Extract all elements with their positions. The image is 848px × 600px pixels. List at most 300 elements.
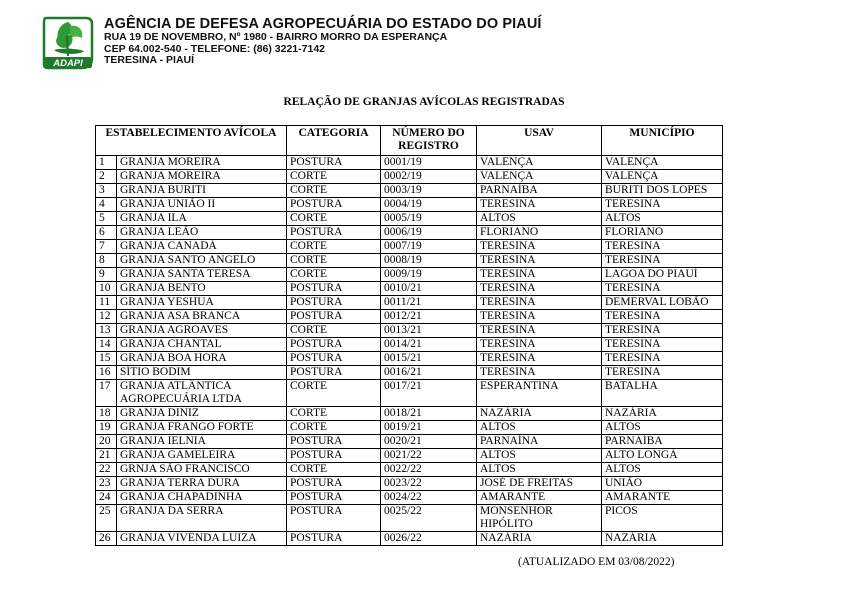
row-number-text: 24 [99, 491, 111, 503]
cell-registry [381, 366, 477, 380]
row-number [96, 170, 117, 184]
agency-info [104, 17, 542, 67]
letterhead [40, 14, 740, 76]
cell-establishment-text: GRANJA BENTO [120, 282, 206, 294]
cell-registry [381, 268, 477, 282]
cell-registry [381, 421, 477, 435]
cell-establishment [117, 170, 287, 184]
cell-category-text: CORTE [290, 268, 328, 280]
cell-establishment-text-line2: AGROPECUÁRIA LTDA [120, 393, 242, 405]
cell-category-text: POSTURA [290, 226, 343, 238]
table-row [96, 184, 723, 198]
cell-registry-text: 0024/22 [384, 491, 422, 503]
cell-establishment-text: GRANJA ILA [120, 212, 187, 224]
cell-municipality-text: TERESINA [605, 338, 661, 350]
cell-registry-text: 0022/22 [384, 463, 422, 475]
cell-registry [381, 156, 477, 170]
cell-category [287, 296, 381, 310]
header-registry [381, 126, 477, 156]
table-row [96, 254, 723, 268]
table-row [96, 505, 723, 532]
cell-municipality [602, 505, 723, 532]
cell-registry-text: 0009/19 [384, 268, 422, 280]
cell-category-text: POSTURA [290, 352, 343, 364]
cell-establishment [117, 463, 287, 477]
cell-municipality-text: BURITI DOS LOPES [605, 184, 708, 196]
cell-category [287, 184, 381, 198]
cell-municipality-text: TERESINA [605, 198, 661, 210]
cell-establishment-text: GRANJA SANTO ANGELO [120, 254, 256, 266]
cell-municipality [602, 282, 723, 296]
cell-municipality-text: PICOS [605, 505, 638, 517]
row-number [96, 463, 117, 477]
row-number [96, 491, 117, 505]
cell-category [287, 338, 381, 352]
table-row [96, 310, 723, 324]
cell-establishment-text: GRANJA CHAPADINHA [120, 491, 243, 503]
cell-category [287, 240, 381, 254]
cell-registry-text: 0025/22 [384, 505, 422, 517]
cell-usav-text: TERESINA [480, 198, 536, 210]
cell-municipality [602, 240, 723, 254]
cell-category-text: POSTURA [290, 198, 343, 210]
row-number-text: 5 [99, 212, 105, 224]
table-row [96, 226, 723, 240]
cell-registry-text: 0003/19 [384, 184, 422, 196]
table-body [96, 156, 723, 546]
cell-establishment-text: GRANJA IELNIA [120, 435, 206, 447]
cell-category [287, 268, 381, 282]
cell-municipality [602, 268, 723, 282]
cell-usav [477, 421, 602, 435]
cell-municipality-text: TERESINA [605, 310, 661, 322]
cell-registry-text: 0026/22 [384, 532, 422, 544]
cell-municipality [602, 532, 723, 546]
row-number [96, 282, 117, 296]
cell-category-text: CORTE [290, 170, 328, 182]
cell-usav-text: VALENÇA [480, 170, 534, 182]
cell-municipality-text: DEMERVAL LOBÃO [605, 296, 709, 308]
cell-establishment-text: SÍTIO BODIM [120, 366, 191, 378]
cell-category-text: POSTURA [290, 477, 343, 489]
cell-category-text: CORTE [290, 407, 328, 419]
cell-municipality [602, 296, 723, 310]
cell-registry [381, 226, 477, 240]
row-number [96, 198, 117, 212]
cell-establishment [117, 449, 287, 463]
row-number [96, 324, 117, 338]
cell-usav-text: TERESINA [480, 296, 536, 308]
cell-registry-text: 0018/21 [384, 407, 422, 419]
cell-usav [477, 268, 602, 282]
row-number [96, 310, 117, 324]
cell-usav [477, 282, 602, 296]
cell-usav [477, 254, 602, 268]
row-number-text: 14 [99, 338, 111, 350]
cell-usav [477, 156, 602, 170]
row-number-text: 3 [99, 184, 105, 196]
cell-municipality [602, 435, 723, 449]
cell-registry [381, 240, 477, 254]
cell-establishment-text: GRANJA GAMELEIRA [120, 449, 236, 461]
cell-municipality-text: BATALHA [605, 380, 658, 392]
cell-municipality [602, 254, 723, 268]
table-row [96, 240, 723, 254]
cell-establishment-text: GRANJA DA SERRA [120, 505, 224, 517]
cell-usav-text: AMARANTE [480, 491, 546, 503]
row-number [96, 240, 117, 254]
cell-establishment-text: GRANJA ATLÂNTICA [120, 380, 232, 392]
cell-establishment [117, 226, 287, 240]
cell-municipality [602, 226, 723, 240]
cell-usav-text-line2: HIPÓLITO [480, 518, 533, 530]
cell-registry [381, 380, 477, 407]
table-row [96, 338, 723, 352]
table-row [96, 477, 723, 491]
cell-registry-text: 0004/19 [384, 198, 422, 210]
cell-municipality-text: ALTOS [605, 421, 641, 433]
cell-category-text: POSTURA [290, 296, 343, 308]
cell-establishment [117, 296, 287, 310]
cell-category [287, 310, 381, 324]
logo-text: ADAPI [53, 58, 83, 69]
cell-establishment-text: GRANJA CANADÁ [120, 240, 217, 252]
cell-establishment [117, 338, 287, 352]
row-number [96, 532, 117, 546]
cell-establishment [117, 198, 287, 212]
table-row [96, 212, 723, 226]
cell-municipality [602, 198, 723, 212]
cell-registry-text: 0012/21 [384, 310, 422, 322]
header-registry-line2: REGISTRO [398, 140, 459, 152]
cell-establishment [117, 435, 287, 449]
cell-usav [477, 240, 602, 254]
row-number-text: 26 [99, 532, 111, 544]
cell-registry [381, 310, 477, 324]
cell-municipality [602, 324, 723, 338]
cell-usav [477, 338, 602, 352]
cell-usav [477, 212, 602, 226]
row-number-text: 20 [99, 435, 111, 447]
cell-category [287, 477, 381, 491]
cell-registry [381, 184, 477, 198]
cell-establishment [117, 156, 287, 170]
table-row [96, 170, 723, 184]
cell-category [287, 435, 381, 449]
cell-registry [381, 212, 477, 226]
cell-usav [477, 366, 602, 380]
agency-address: RUA 19 DE NOVEMBRO, Nº 1980 - BAIRRO MORRO DA ESPERANÇA [104, 31, 448, 43]
row-number [96, 505, 117, 532]
table-row [96, 352, 723, 366]
table-header-row [96, 126, 723, 156]
cell-municipality-text: VALENÇA [605, 170, 659, 182]
row-number [96, 366, 117, 380]
cell-category [287, 282, 381, 296]
table-row [96, 449, 723, 463]
row-number [96, 268, 117, 282]
cell-establishment [117, 407, 287, 421]
cell-registry [381, 407, 477, 421]
cell-usav-text: TERESINA [480, 338, 536, 350]
table-row [96, 421, 723, 435]
cell-category-text: CORTE [290, 254, 328, 266]
row-number-text: 13 [99, 324, 111, 336]
cell-municipality [602, 491, 723, 505]
cell-municipality-text: NAZÁRIA [605, 532, 657, 544]
cell-usav-text: TERESINA [480, 268, 536, 280]
cell-municipality-text: TERESINA [605, 282, 661, 294]
cell-usav-text: TERESINA [480, 240, 536, 252]
row-number-text: 21 [99, 449, 111, 461]
cell-registry [381, 324, 477, 338]
cell-category-text: CORTE [290, 212, 328, 224]
cell-establishment [117, 268, 287, 282]
cell-usav-text: TERESINA [480, 282, 536, 294]
table-row [96, 296, 723, 310]
cell-registry-text: 0007/19 [384, 240, 422, 252]
row-number-text: 22 [99, 463, 111, 475]
row-number-text: 12 [99, 310, 111, 322]
table-row [96, 156, 723, 170]
cell-municipality [602, 407, 723, 421]
row-number-text: 16 [99, 366, 111, 378]
cell-usav [477, 352, 602, 366]
cell-municipality [602, 477, 723, 491]
cell-establishment-text: GRANJA MOREIRA [120, 156, 221, 168]
table-row [96, 268, 723, 282]
row-number-text: 6 [99, 226, 105, 238]
row-number [96, 254, 117, 268]
table-row [96, 435, 723, 449]
cell-usav [477, 491, 602, 505]
cell-municipality [602, 366, 723, 380]
cell-registry-text: 0014/21 [384, 338, 422, 350]
cell-category-text: CORTE [290, 184, 328, 196]
cell-municipality [602, 352, 723, 366]
cell-municipality-text: UNIÃO [605, 477, 643, 489]
cell-registry [381, 463, 477, 477]
row-number [96, 407, 117, 421]
cell-establishment [117, 421, 287, 435]
table-row [96, 532, 723, 546]
cell-usav [477, 532, 602, 546]
table-row [96, 380, 723, 407]
cell-establishment-text: GRANJA SANTA TERESA [120, 268, 251, 280]
cell-establishment [117, 254, 287, 268]
cell-usav [477, 477, 602, 491]
table-row [96, 324, 723, 338]
cell-municipality-text: ALTO LONGÁ [605, 449, 678, 461]
cell-usav-text: PARNAÍNA [480, 435, 539, 447]
cell-category-text: POSTURA [290, 532, 343, 544]
cell-municipality-text: PARNAÍBA [605, 435, 663, 447]
adapi-logo [40, 14, 96, 72]
cell-usav [477, 435, 602, 449]
cell-registry-text: 0002/19 [384, 170, 422, 182]
cell-usav-text: TERESINA [480, 254, 536, 266]
cell-usav-text: VALENÇA [480, 156, 534, 168]
agency-phone: CEP 64.002-540 - TELEFONE: (86) 3221-7142 [104, 42, 325, 55]
cell-usav-text: JOSÉ DE FREITAS [480, 477, 574, 489]
row-number [96, 212, 117, 226]
cell-category [287, 421, 381, 435]
row-number [96, 435, 117, 449]
cell-establishment [117, 184, 287, 198]
row-number [96, 226, 117, 240]
cell-registry-text: 0013/21 [384, 324, 422, 336]
cell-municipality [602, 310, 723, 324]
cell-category [287, 198, 381, 212]
cell-usav-text: NAZÁRIA [480, 407, 532, 419]
cell-establishment-text: GRNJA SÃO FRANCISCO [120, 463, 250, 475]
cell-category [287, 170, 381, 184]
cell-category-text: POSTURA [290, 505, 343, 517]
cell-establishment-text: GRANJA VIVENDA LUIZA [120, 532, 257, 544]
cell-registry-text: 0017/21 [384, 380, 422, 392]
cell-category [287, 505, 381, 532]
table-row [96, 198, 723, 212]
cell-municipality-text: TERESINA [605, 366, 661, 378]
cell-registry [381, 338, 477, 352]
cell-municipality-text: TERESINA [605, 352, 661, 364]
cell-category [287, 380, 381, 407]
cell-municipality-text: TERESINA [605, 240, 661, 252]
header-registry-line1: NÚMERO DO [392, 127, 465, 139]
cell-registry-text: 0011/21 [384, 296, 422, 308]
cell-registry [381, 532, 477, 546]
updated-note: (ATUALIZADO EM 03/08/2022) [518, 556, 675, 568]
row-number-text: 17 [99, 380, 111, 392]
cell-usav [477, 449, 602, 463]
row-number-text: 23 [99, 477, 111, 489]
cell-registry-text: 0001/19 [384, 156, 422, 168]
cell-establishment [117, 491, 287, 505]
row-number-text: 9 [99, 268, 105, 280]
cell-municipality-text: TERESINA [605, 324, 661, 336]
cell-category-text: POSTURA [290, 449, 343, 461]
cell-usav-text: ALTOS [480, 463, 516, 475]
row-number-text: 15 [99, 352, 111, 364]
cell-registry-text: 0005/19 [384, 212, 422, 224]
cell-municipality-text: ALTOS [605, 463, 641, 475]
table-row [96, 407, 723, 421]
cell-establishment-text: GRANJA MOREIRA [120, 170, 221, 182]
row-number-text: 4 [99, 198, 105, 210]
row-number [96, 184, 117, 198]
cell-registry-text: 0015/21 [384, 352, 422, 364]
cell-registry [381, 296, 477, 310]
cell-municipality [602, 170, 723, 184]
cell-usav-text: ESPERANTINA [480, 380, 559, 392]
row-number-text: 10 [99, 282, 111, 294]
cell-usav-text: ALTOS [480, 421, 516, 433]
cell-registry [381, 449, 477, 463]
row-number-text: 18 [99, 407, 111, 419]
farms-table [95, 125, 723, 546]
cell-registry-text: 0020/21 [384, 435, 422, 447]
row-number-text: 1 [99, 156, 105, 168]
cell-category-text: POSTURA [290, 338, 343, 350]
cell-establishment [117, 532, 287, 546]
cell-category [287, 407, 381, 421]
cell-category-text: POSTURA [290, 282, 343, 294]
cell-municipality [602, 463, 723, 477]
cell-municipality-text: NAZÁRIA [605, 407, 657, 419]
cell-establishment-text: GRANJA TERRA DURA [120, 477, 240, 489]
cell-usav [477, 407, 602, 421]
table-row [96, 366, 723, 380]
cell-category-text: CORTE [290, 324, 328, 336]
cell-category [287, 491, 381, 505]
cell-establishment-text: GRANJA DINIZ [120, 407, 199, 419]
cell-category-text: CORTE [290, 463, 328, 475]
header-municipality: MUNICÍPIO [602, 126, 723, 156]
cell-category-text: POSTURA [290, 310, 343, 322]
cell-municipality-text: FLORIANO [605, 226, 664, 238]
cell-municipality-text: AMARANTE [605, 491, 671, 503]
cell-usav [477, 184, 602, 198]
cell-usav [477, 170, 602, 184]
cell-municipality [602, 156, 723, 170]
agency-name: AGÊNCIA DE DEFESA AGROPECUÁRIA DO ESTADO DO PIAUÍ [104, 16, 542, 32]
cell-registry [381, 491, 477, 505]
cell-usav [477, 226, 602, 240]
cell-category [287, 156, 381, 170]
cell-category-text: POSTURA [290, 156, 343, 168]
row-number-text: 11 [99, 296, 111, 308]
cell-establishment [117, 240, 287, 254]
header-usav: USAV [477, 126, 602, 156]
cell-establishment [117, 477, 287, 491]
cell-usav-text: TERESINA [480, 352, 536, 364]
cell-registry [381, 198, 477, 212]
cell-category [287, 449, 381, 463]
cell-establishment-text: GRANJA BURITI [120, 184, 206, 196]
cell-establishment-text: GRANJA ASA BRANCA [120, 310, 241, 322]
cell-category-text: POSTURA [290, 435, 343, 447]
cell-registry-text: 0010/21 [384, 282, 422, 294]
cell-municipality [602, 449, 723, 463]
cell-usav [477, 198, 602, 212]
row-number [96, 380, 117, 407]
row-number [96, 296, 117, 310]
row-number-text: 7 [99, 240, 105, 252]
cell-category-text: CORTE [290, 421, 328, 433]
table-row [96, 491, 723, 505]
cell-registry-text: 0006/19 [384, 226, 422, 238]
cell-category [287, 212, 381, 226]
cell-category-text: CORTE [290, 380, 328, 392]
cell-registry [381, 254, 477, 268]
cell-establishment-text: GRANJA CHANTAL [120, 338, 222, 350]
table-row [96, 282, 723, 296]
cell-establishment [117, 352, 287, 366]
cell-registry [381, 505, 477, 532]
cell-municipality-text: VALENÇA [605, 156, 659, 168]
cell-municipality [602, 212, 723, 226]
cell-municipality [602, 338, 723, 352]
cell-establishment-text: GRANJA UNIÃO II [120, 198, 216, 210]
row-number-text: 19 [99, 421, 111, 433]
cell-usav [477, 296, 602, 310]
cell-usav [477, 310, 602, 324]
cell-establishment-text: GRANJA FRANGO FORTE [120, 421, 254, 433]
cell-usav-text: TERESINA [480, 310, 536, 322]
row-number-text: 25 [99, 505, 111, 517]
row-number-text: 2 [99, 170, 105, 182]
cell-establishment-text: GRANJA LEÃO [120, 226, 199, 238]
